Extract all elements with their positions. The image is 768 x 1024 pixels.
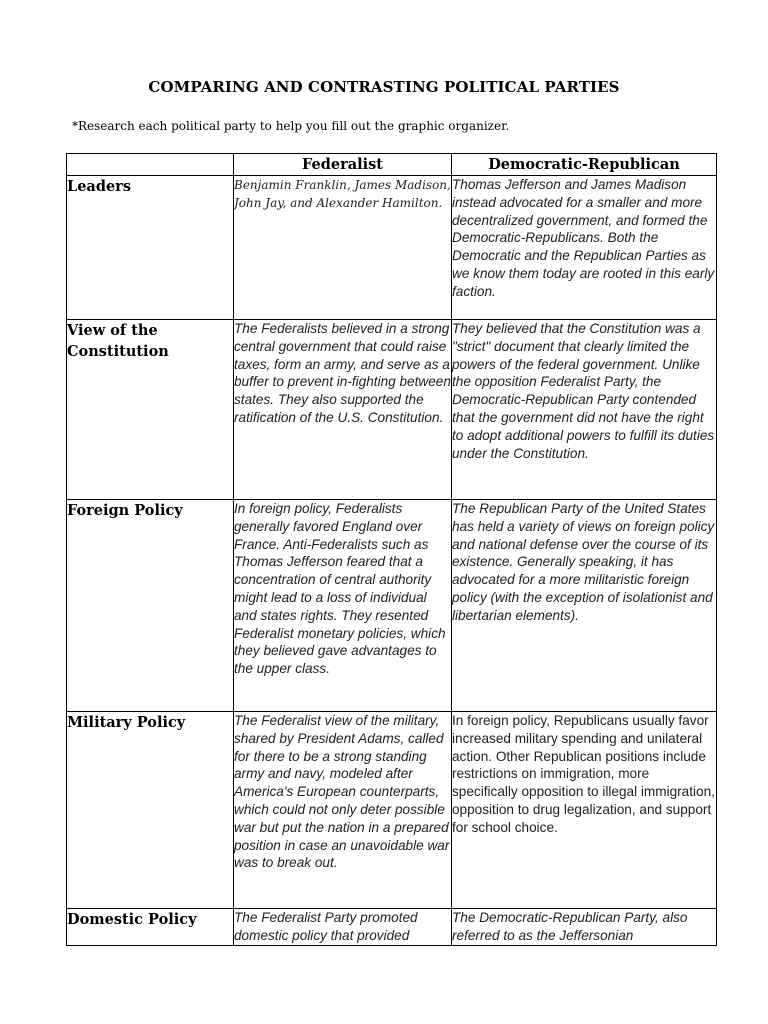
military-federalist-text: The Federalist view of the military, shared by President Adams, called for there to be a strong standing army and navy, modeled after America's European counterparts, which could not only deter possible war but put the nation in a prepared position in case an unavoidable war was to break out. (234, 713, 450, 871)
header-democratic-republican: Democratic-Republican (452, 154, 717, 176)
military-federalist-cell (234, 712, 452, 909)
constitution-federalist-text: The Federalists believed in a strong central government that could raise taxes, form an army, and serve as a buffer to prevent in-fighting between states. They also supported the ratification of the U.S. Constitution. (234, 321, 451, 425)
leaders-federalist-text: Benjamin Franklin, James Madison, John Jay, and Alexander Hamilton. (234, 178, 451, 210)
row-label-military-policy: Military Policy (67, 712, 234, 909)
foreign-federalist-text: In foreign policy, Federalists generally favored England over France. Anti-Federalists such as Thomas Jefferson feared that a concentration of central authority might lead to a loss of individual and states rights. They resented Federalist monetary policies, which they believed gave advantages to the upper class. (234, 501, 446, 677)
row-label-foreign-policy: Foreign Policy (67, 500, 234, 712)
table-row (67, 320, 717, 500)
row-label-view-of-constitution: View of the Constitution (67, 320, 234, 500)
leaders-democratic-republican-text: Thomas Jefferson and James Madison instead advocated for a smaller and more decentralized government, and formed the Democratic-Republicans. Both the Democratic and the Republican Parties as we know them today are rooted in this early faction. (452, 177, 715, 299)
domestic-federalist-cell (234, 909, 452, 946)
foreign-democratic-republican-cell (452, 500, 717, 712)
graphic-organizer-table (66, 153, 717, 946)
domestic-democratic-republican-text: The Democratic-Republican Party, also referred to as the Jeffersonian (452, 910, 688, 943)
header-blank-cell (67, 154, 234, 176)
constitution-federalist-cell (234, 320, 452, 500)
page-title: COMPARING AND CONTRASTING POLITICAL PARTIES (148, 78, 620, 96)
table-row (67, 176, 717, 320)
table-row (67, 909, 717, 946)
row-label-domestic-policy: Domestic Policy (67, 909, 234, 946)
foreign-democratic-republican-text: The Republican Party of the United States has held a variety of views on foreign policy and national defense over the course of its existence. Generally speaking, it has advocated for a more militaristic foreign policy (with the exception of isolationist and libertarian elements). (452, 501, 715, 623)
header-federalist: Federalist (234, 154, 452, 176)
military-democratic-republican-cell (452, 712, 717, 909)
foreign-federalist-cell (234, 500, 452, 712)
constitution-democratic-republican-cell (452, 320, 717, 500)
domestic-federalist-text: The Federalist Party promoted domestic policy that provided (234, 910, 418, 943)
leaders-federalist-cell (234, 176, 452, 320)
leaders-democratic-republican-cell (452, 176, 717, 320)
row-label-leaders: Leaders (67, 176, 234, 320)
table-row (67, 500, 717, 712)
table-header-row (67, 154, 717, 176)
military-democratic-republican-text: In foreign policy, Republicans usually favor increased military spending and unilateral action. Other Republican positions include restrictions on immigration, more specifically opposition to illegal immigration, opposition to drug legalization, and support for school choice. (452, 713, 715, 835)
instructions-text: *Research each political party to help you fill out the graphic organizer. (72, 119, 510, 133)
domestic-democratic-republican-cell (452, 909, 717, 946)
table-row (67, 712, 717, 909)
constitution-democratic-republican-text: They believed that the Constitution was a "strict" document that clearly limited the powers of the federal government. Unlike the opposition Federalist Party, the Democratic-Republican Party contended that the government did not have the right to adopt additional powers to fulfill its duties under the Constitution. (452, 321, 715, 461)
